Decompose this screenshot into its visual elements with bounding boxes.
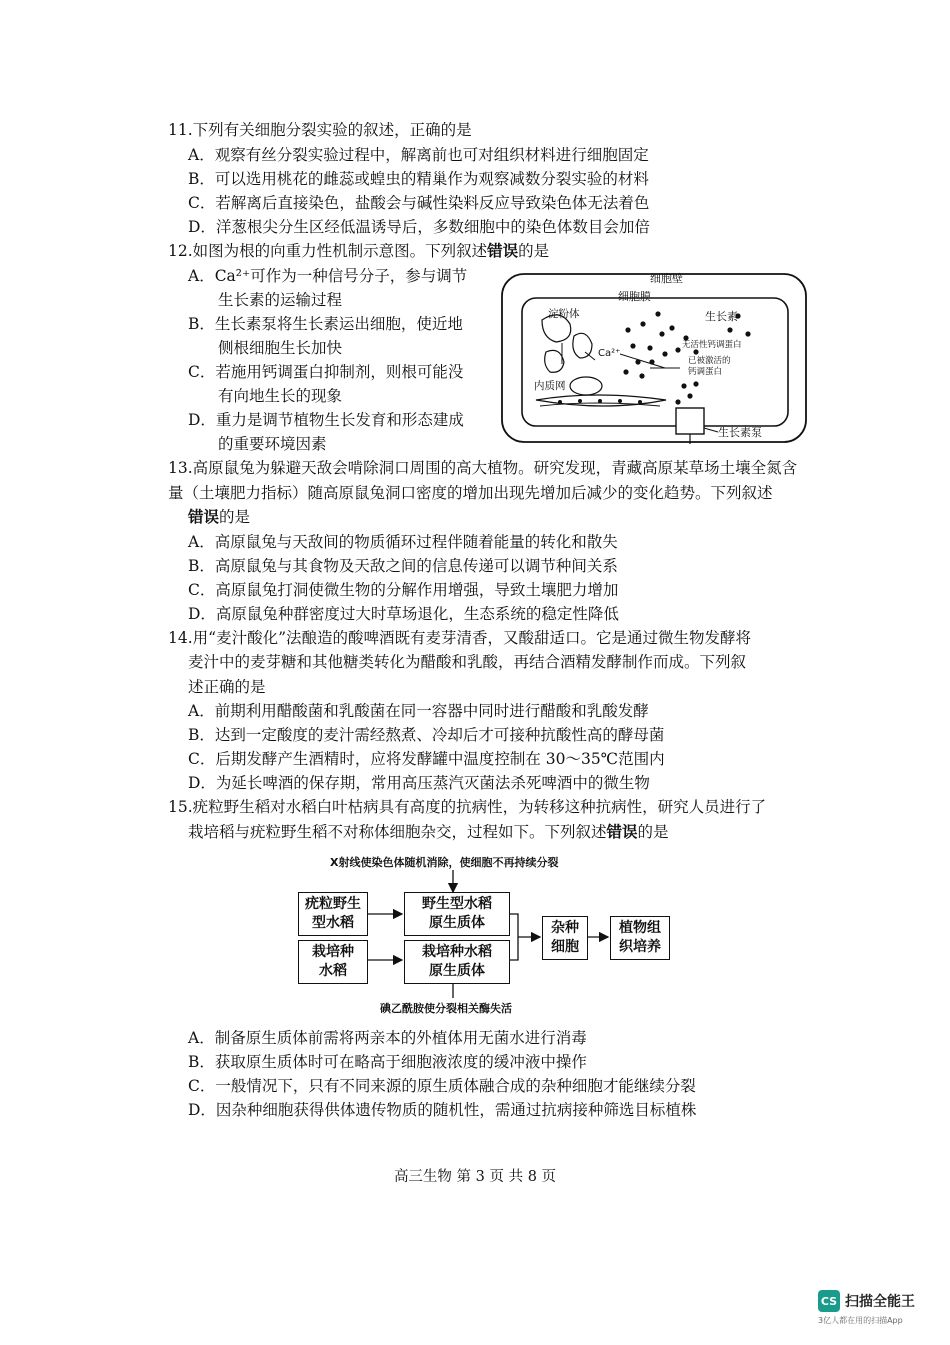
q15-option-b: B．获取原生质体时可在略高于细胞液浓度的缓冲液中操作	[188, 1053, 587, 1071]
label-calcium: Ca²⁺	[598, 348, 621, 359]
box-wild-protoplast-1: 野生型水稻	[422, 896, 492, 912]
box-tissue-culture-2: 织培养	[619, 939, 661, 955]
q12-stem	[168, 240, 549, 262]
q12-option-b-1: B．生长素泵将生长素运出细胞，使近地	[188, 315, 463, 333]
q15-stem-error: 错误	[606, 822, 638, 841]
q12-stem-end: 的是	[518, 242, 550, 260]
q14-stem-3: 述正确的是	[188, 678, 266, 696]
q13-stem-end: 的是	[219, 508, 251, 526]
box-hybrid-cell-2: 细胞	[551, 939, 579, 955]
q14-option-a: A．前期利用醋酸菌和乳酸菌在同一容器中同时进行醋酸和乳酸发酵	[188, 702, 649, 720]
box-cultivated-protoplast	[404, 940, 510, 984]
box-wild-rice-1: 疣粒野生	[305, 896, 361, 912]
q13-stem-2: 量（土壤肥力指标）随高原鼠兔洞口密度的增加出现先增加后减少的变化趋势。下列叙述	[168, 484, 773, 502]
q15-stem-2	[188, 821, 669, 843]
q12-option-a-2: 生长素的运输过程	[218, 291, 343, 309]
q12-stem-text: 12.如图为根的向重力性机制示意图。下列叙述	[168, 242, 488, 260]
q15-stem-1: 15.疣粒野生稻对水稻白叶枯病具有高度的抗病性，为转移这种抗病性，研究人员进行了	[168, 798, 767, 816]
label-auxin-pump: 生长素泵	[718, 426, 762, 439]
box-cultivated-rice	[298, 940, 368, 984]
arrow-ca	[620, 354, 665, 368]
scanner-logo	[818, 1290, 915, 1326]
amyloplast-shape-2	[573, 333, 592, 358]
box-wild-rice-2: 型水稻	[312, 915, 354, 931]
dots-group	[623, 311, 750, 404]
q14-option-c: C．后期发酵产生酒精时，应将发酵罐中温度控制在 30～35℃范围内	[188, 750, 665, 768]
q15-option-a: A．制备原生质体前需将两亲本的外植体用无菌水进行消毒	[188, 1029, 587, 1047]
page-footer: 高三生物 第 3 页 共 8 页	[393, 1169, 557, 1185]
q12-option-d-2: 的重要环境因素	[218, 435, 327, 453]
q12-option-d-1: D．重力是调节植物生长发育和形态建成	[188, 411, 464, 429]
figure-svg	[500, 268, 810, 446]
q15-stem-text: 栽培稻与疣粒野生稻不对称体细胞杂交，过程如下。下列叙述	[188, 823, 607, 841]
q13-option-a: A．高原鼠兔与天敌间的物质循环过程伴随着能量的转化和散失	[188, 533, 618, 551]
label-iodoacetamide: 碘乙酰胺使分裂相关酶失活	[380, 1002, 512, 1015]
box-cultivated-rice-1: 栽培种	[312, 944, 354, 960]
box-wild-rice	[298, 892, 368, 936]
q11-stem: 11.下列有关细胞分裂实验的叙述，正确的是	[168, 121, 472, 139]
q11-option-b: B．可以选用桃花的雌蕊或蝗虫的精巢作为观察减数分裂实验的材料	[188, 170, 649, 188]
logo-name: 扫描全能王	[845, 1294, 915, 1310]
q12-option-b-2: 侧根细胞生长加快	[218, 339, 343, 357]
box-wild-protoplast	[404, 892, 510, 936]
q11-option-c: C．若解离后直接染色，盐酸会与碱性染料反应导致染色体无法着色	[188, 194, 650, 212]
logo-tagline: 3亿人都在用的扫描App	[818, 1316, 903, 1325]
q14-option-d: D．为延长啤酒的保存期，常用高压蒸汽灭菌法杀死啤酒中的微生物	[188, 774, 650, 792]
label-active-calmodulin	[688, 356, 731, 378]
amyloplast-shape-3	[545, 350, 564, 372]
q15-option-d: D．因杂种细胞获得供体遗传物质的随机性，需通过抗病接种筛选目标植株	[188, 1101, 697, 1119]
q13-option-c: C．高原鼠兔打洞使微生物的分解作用增强，导致土壤肥力增加	[188, 581, 619, 599]
box-hybrid-cell	[542, 916, 588, 960]
box-hybrid-cell-1: 杂种	[551, 920, 579, 936]
label-xray: X射线使染色体随机消除，使细胞不再持续分裂	[330, 856, 559, 869]
box-cultivated-protoplast-2: 原生质体	[429, 963, 485, 979]
q12-stem-error: 错误	[487, 241, 519, 260]
q14-stem-1: 14.用“麦汁酸化”法酿造的酸啤酒既有麦芽清香，又酸甜适口。它是通过微生物发酵将	[168, 629, 752, 647]
er-ellipse	[570, 377, 602, 395]
label-er: 内质网	[534, 380, 566, 392]
q12-option-c-2: 有向地生长的现象	[218, 387, 343, 405]
box-cultivated-rice-2: 水稻	[319, 963, 347, 979]
q13-option-b: B．高原鼠兔与其食物及天敌之间的信息传递可以调节种间关系	[188, 557, 618, 575]
q13-stem-error: 错误	[188, 507, 220, 526]
q11-option-d: D．洋葱根尖分生区经低温诱导后，多数细胞中的染色体数目会加倍	[188, 218, 650, 236]
box-wild-protoplast-2: 原生质体	[429, 915, 485, 931]
cell-wall-outline	[502, 274, 806, 442]
q13-option-d: D．高原鼠兔种群密度过大时草场退化，生态系统的稳定性降低	[188, 605, 619, 623]
q12-option-a-1: A．Ca²⁺可作为一种信号分子，参与调节	[188, 267, 468, 285]
q11-option-a: A．观察有丝分裂实验过程中，解离前也可对组织材料进行细胞固定	[188, 146, 649, 164]
label-active-calmodulin-1: 已被激活的	[688, 356, 731, 366]
q14-stem-2: 麦汁中的麦芽糖和其他糖类转化为醋酸和乳酸，再结合酒精发酵制作而成。下列叙	[188, 653, 747, 671]
q15-stem-end: 的是	[637, 823, 669, 841]
label-auxin: 生长素	[705, 310, 738, 323]
label-active-calmodulin-2: 钙调蛋白	[688, 367, 723, 377]
label-inactive-calmodulin: 无活性钙调蛋白	[682, 340, 742, 350]
q13-stem-3	[188, 506, 250, 528]
box-cultivated-protoplast-1: 栽培种水稻	[422, 944, 492, 960]
root-gravitropism-figure	[500, 268, 810, 446]
q12-option-c-1: C．若施用钙调蛋白抑制剂，则根可能没	[188, 363, 464, 381]
q14-option-b: B．达到一定酸度的麦汁需经熬煮、冷却后才可接种抗酸性高的酵母菌	[188, 726, 665, 744]
q15-option-c: C．一般情况下，只有不同来源的原生质体融合成的杂种细胞才能继续分裂	[188, 1077, 696, 1095]
label-cell-wall: 细胞壁	[650, 272, 683, 285]
hybridization-flow-figure	[290, 848, 690, 1018]
logo-row	[818, 1290, 915, 1312]
q13-stem-1: 13.高原鼠兔为躲避天敌会啃除洞口周围的高大植物。研究发现，青藏高原某草场土壤全氮含	[168, 459, 798, 477]
label-amyloplast: 淀粉体	[548, 308, 580, 320]
label-cell-membrane: 细胞膜	[618, 290, 651, 303]
cs-logo-icon: CS	[818, 1290, 840, 1312]
pump-label-line	[704, 428, 718, 432]
auxin-pump-box	[676, 408, 704, 434]
box-tissue-culture-1: 植物组	[619, 920, 661, 936]
box-tissue-culture	[610, 916, 670, 960]
